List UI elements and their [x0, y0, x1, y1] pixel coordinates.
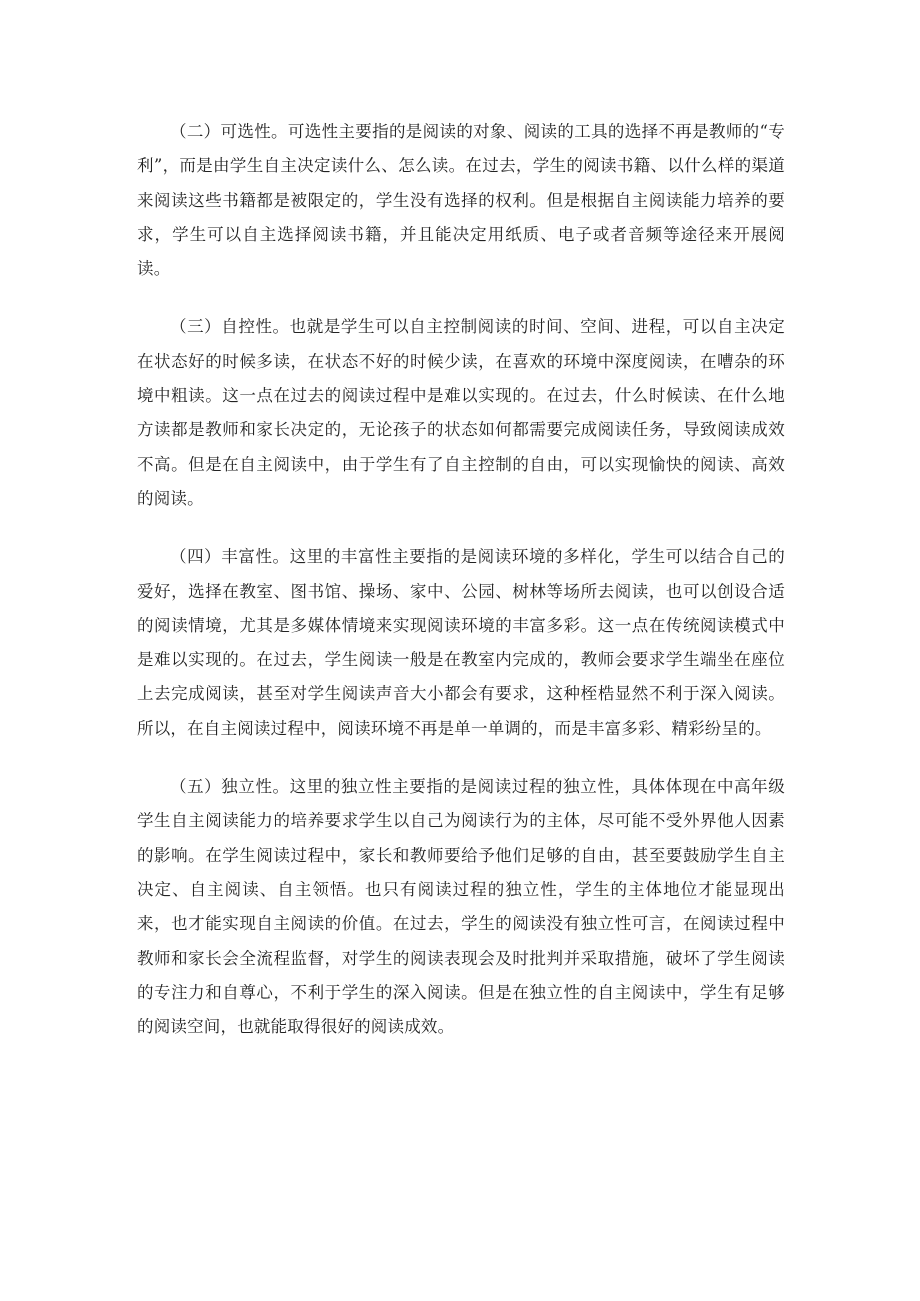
paragraph-text: 可选性主要指的是阅读的对象、阅读的工具的选择不再是教师的“专利”，而是由学生自主决定读什么、怎么读。在过去，学生的阅读书籍、以什么样的渠道来阅读这些书籍都是被限定的，学生没有选择的权利。但是根据自主阅读能力培养的要求，学生可以自主选择阅读书籍，并且能决定用纸质、电子或者音频等途径来开展阅读。: [137, 122, 785, 279]
paragraph-heading: （二）可选性。: [170, 122, 288, 141]
paragraph-heading: （五）独立性。: [170, 777, 290, 797]
paragraph-text: 也就是学生可以自主控制阅读的时间、空间、进程，可以自主决定在状态好的时候多读，在状态不好的时候少读，在喜欢的环境中深度阅读，在嘈杂的环境中粗读。这一点在过去的阅读过程中是难以实现的。在过去，什么时候读、在什么地方读都是教师和家长决定的，无论孩子的状态如何都需要完成阅读任务，导致阅读成效不高。但是在自主阅读中，由于学生有了自主控制的自由，可以实现愉快的阅读、高效的阅读。: [137, 317, 785, 508]
paragraph-selectivity: [137, 115, 785, 286]
paragraph-text: 这里的独立性主要指的是阅读过程的独立性，具体体现在中高年级学生自主阅读能力的培养要求学生以自己为阅读行为的主体，尽可能不受外界他人因素的影响。在学生阅读过程中，家长和教师要给予他们足够的自由，甚至要鼓励学生自主决定、自主阅读、自主领悟。也只有阅读过程的独立性，学生的主体地位才能显现出来，也才能实现自主阅读的价值。在过去，学生的阅读没有独立性可言，在阅读过程中教师和家长会全流程监督，对学生的阅读表现会及时批判并采取措施，破坏了学生阅读的专注力和自尊心，不利于学生的深入阅读。但是在独立性的自主阅读中，学生有足够的阅读空间，也就能取得很好的阅读成效。: [137, 777, 785, 1037]
paragraph-independence: [137, 770, 785, 1044]
paragraph-heading: （四）丰富性。: [170, 547, 290, 567]
paragraph-heading: （三）自控性。: [170, 317, 290, 337]
paragraph-richness: [137, 540, 785, 746]
document-body: [137, 115, 785, 1068]
paragraph-self-control: [137, 310, 785, 516]
paragraph-text: 这里的丰富性主要指的是阅读环境的多样化，学生可以结合自己的爱好，选择在教室、图书馆、操场、家中、公园、树林等场所去阅读，也可以创设合适的阅读情境，尤其是多媒体情境来实现阅读环境的丰富多彩。这一点在传统阅读模式中是难以实现的。在过去，学生阅读一般是在教室内完成的，教师会要求学生端坐在座位上去完成阅读，甚至对学生阅读声音大小都会有要求，这种桎梏显然不利于深入阅读。所以，在自主阅读过程中，阅读环境不再是单一单调的，而是丰富多彩、精彩纷呈的。: [137, 547, 785, 738]
